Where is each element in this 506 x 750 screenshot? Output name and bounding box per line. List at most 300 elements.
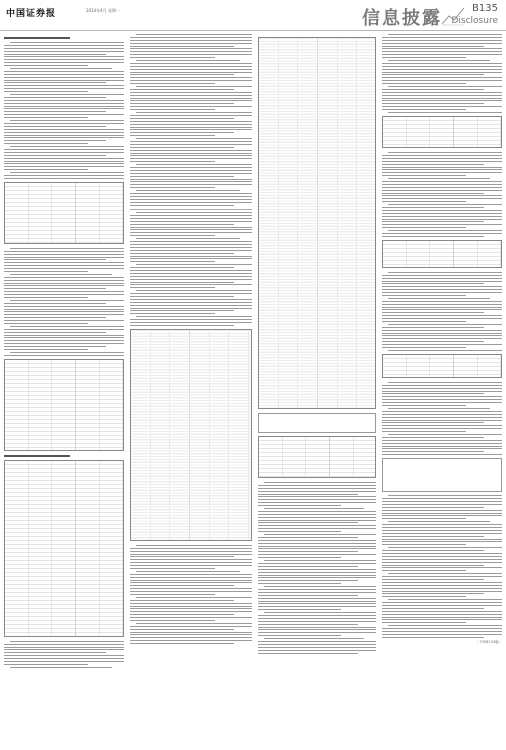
text-line: [382, 344, 502, 345]
text-line: [382, 579, 484, 580]
text-line: [264, 482, 376, 483]
text-line: [136, 86, 252, 87]
text-line: [130, 634, 252, 635]
text-line: [382, 402, 502, 403]
text-line: [382, 72, 502, 73]
text-line: [258, 499, 376, 500]
text-line: [130, 310, 234, 311]
text-line: [382, 341, 484, 342]
section-title: 信息披露: [362, 8, 442, 29]
text-line: [4, 257, 124, 258]
text-line: [130, 273, 252, 274]
text-line: [382, 181, 502, 182]
text-line: [258, 537, 358, 538]
text-line: [4, 111, 106, 112]
text-line: [130, 296, 234, 297]
text-line: [130, 121, 252, 122]
text-line: [4, 132, 124, 133]
text-line: [130, 308, 252, 309]
data-table: [258, 436, 376, 478]
text-line: [382, 219, 502, 220]
text-line: [130, 293, 252, 294]
article-body: [382, 495, 502, 638]
text-line: [130, 620, 215, 621]
text-line: [130, 611, 252, 612]
text-line: [388, 112, 502, 113]
text-line: [382, 74, 484, 75]
text-line: [10, 248, 124, 249]
text-line: [130, 89, 234, 90]
text-line: [4, 108, 124, 109]
text-line: [382, 201, 466, 202]
text-line: [136, 290, 252, 291]
text-line: [130, 614, 234, 615]
text-line: [130, 69, 252, 70]
text-line: [382, 565, 484, 566]
text-line: [130, 284, 252, 285]
text-line: [130, 279, 252, 280]
text-line: [382, 611, 502, 612]
text-line: [382, 51, 502, 52]
text-line: [382, 420, 502, 421]
text-line: [382, 167, 502, 168]
text-line: [130, 205, 234, 206]
text-line: [130, 600, 234, 601]
text-line: [130, 147, 234, 148]
text-line: [4, 283, 124, 284]
text-line: [382, 106, 502, 107]
text-line: [382, 321, 466, 322]
text-line: [258, 554, 376, 555]
text-line: [382, 301, 502, 302]
text-line: [4, 48, 124, 49]
text-line: [258, 485, 376, 486]
text-line: [4, 644, 124, 645]
text-line: [130, 132, 234, 133]
text-line: [130, 127, 252, 128]
text-line: [258, 522, 358, 523]
text-line: [258, 496, 376, 497]
text-line: [130, 141, 252, 142]
text-line: [130, 282, 234, 283]
text-line: [4, 652, 106, 653]
text-line: [130, 100, 252, 101]
text-line: [130, 603, 252, 604]
text-line: [258, 629, 376, 630]
text-line: [130, 559, 252, 560]
text-line: [130, 196, 252, 197]
text-line: [10, 641, 124, 642]
text-line: [4, 163, 124, 164]
text-line: [258, 531, 341, 532]
text-line: [382, 46, 484, 47]
text-line: [382, 227, 466, 228]
text-line: [4, 166, 124, 167]
text-line: [4, 317, 106, 318]
text-line: [130, 227, 252, 228]
text-line: [136, 34, 252, 35]
text-line: [382, 411, 502, 412]
text-line: [4, 169, 88, 170]
text-line: [130, 153, 252, 154]
text-line: [130, 98, 252, 99]
text-line: [382, 541, 502, 542]
text-line: [382, 63, 502, 64]
text-line: [388, 204, 502, 205]
text-line: [388, 573, 502, 574]
article-heading: [4, 37, 70, 39]
text-line: [258, 601, 376, 602]
text-line: [10, 146, 124, 147]
text-line: [130, 80, 252, 81]
page-number: B135: [472, 3, 498, 14]
text-line: [4, 271, 88, 272]
text-line: [4, 332, 106, 333]
text-line: [130, 568, 215, 569]
text-line: [258, 621, 376, 622]
text-line: [130, 135, 215, 136]
text-line: [130, 66, 252, 67]
text-line: [258, 609, 341, 610]
text-line: [4, 649, 124, 650]
text-line: [4, 59, 124, 60]
text-line: [258, 572, 376, 573]
text-line: [382, 507, 484, 508]
text-line: [382, 591, 502, 592]
text-line: [130, 46, 234, 47]
text-line: [388, 178, 490, 179]
text-line: [382, 504, 502, 505]
text-line: [382, 57, 466, 58]
text-line: [382, 292, 502, 293]
text-line: [130, 250, 252, 251]
text-line: [4, 135, 124, 136]
text-line: [4, 54, 106, 55]
text-line: [264, 534, 376, 535]
text-line: [130, 319, 252, 320]
text-line: [382, 501, 502, 502]
text-line: [10, 94, 124, 95]
text-line: [382, 596, 466, 597]
text-line: [388, 60, 490, 61]
text-line: [4, 114, 124, 115]
text-line: [130, 40, 252, 41]
text-line: [382, 190, 502, 191]
text-line: [382, 109, 466, 110]
text-line: [382, 330, 502, 331]
text-line: [4, 91, 88, 92]
text-line: [258, 543, 376, 544]
table-heading: [4, 455, 70, 457]
text-line: [382, 289, 502, 290]
text-line: [258, 569, 376, 570]
text-line: [382, 283, 484, 284]
text-line: [258, 641, 376, 642]
text-line: [130, 193, 252, 194]
text-line: [4, 337, 124, 338]
text-line: [136, 164, 252, 165]
text-line: [382, 536, 484, 537]
text-line: [10, 274, 112, 275]
text-line: [130, 129, 252, 130]
text-line: [4, 265, 124, 266]
text-line: [130, 258, 252, 259]
text-line: [382, 446, 502, 447]
text-line: [388, 521, 490, 522]
text-line: [10, 42, 124, 43]
text-line: [382, 233, 502, 234]
text-line: [382, 399, 502, 400]
text-line: [4, 647, 124, 648]
text-line: [382, 327, 484, 328]
text-line: [4, 140, 106, 141]
text-line: [130, 215, 252, 216]
text-line: [4, 343, 124, 344]
text-line: [382, 318, 502, 319]
text-line: [130, 74, 234, 75]
text-line: [4, 311, 124, 312]
text-line: [382, 498, 502, 499]
text-line: [258, 618, 376, 619]
text-line: [130, 556, 234, 557]
text-line: [130, 232, 252, 233]
text-line: [4, 77, 124, 78]
text-line: [382, 224, 502, 225]
text-line: [382, 588, 502, 589]
text-line: [258, 603, 376, 604]
text-line: [258, 624, 358, 625]
text-line: [4, 85, 124, 86]
text-line: [130, 305, 252, 306]
text-line: [4, 268, 124, 269]
text-line: [130, 202, 252, 203]
text-line: [130, 591, 252, 592]
data-table: [4, 460, 124, 637]
text-line: [130, 181, 252, 182]
text-line: [264, 560, 376, 561]
text-line: [258, 540, 376, 541]
text-line: [382, 187, 502, 188]
text-line: [388, 34, 502, 35]
text-line: [130, 608, 252, 609]
text-line: [4, 259, 106, 260]
text-line: [130, 103, 234, 104]
text-line: [130, 287, 215, 288]
text-line: [388, 495, 502, 496]
article-body: [4, 42, 124, 179]
text-line: [258, 632, 376, 633]
article-body: [4, 248, 124, 356]
text-line: [258, 595, 358, 596]
text-line: [10, 68, 112, 69]
text-line: [258, 505, 341, 506]
text-line: [382, 100, 502, 101]
text-line: [4, 664, 88, 665]
text-line: [382, 443, 502, 444]
text-line: [130, 92, 252, 93]
article-body: [382, 272, 502, 351]
text-line: [382, 422, 484, 423]
text-line: [4, 323, 88, 324]
text-line: [382, 69, 502, 70]
text-line: [382, 393, 484, 394]
text-line: [388, 382, 502, 383]
newspaper-masthead: 中国证券报: [6, 9, 57, 19]
text-line: [382, 637, 484, 638]
text-line: [382, 83, 466, 84]
text-line: [258, 615, 376, 616]
text-line: [382, 333, 502, 334]
text-line: [4, 297, 88, 298]
text-line: [130, 83, 215, 84]
text-line: [4, 158, 124, 159]
text-line: [136, 264, 252, 265]
text-line: [4, 288, 106, 289]
text-line: [130, 170, 252, 171]
text-line: [382, 539, 502, 540]
text-line: [130, 199, 252, 200]
text-line: [130, 176, 234, 177]
text-line: [382, 40, 502, 41]
text-line: [130, 629, 234, 630]
text-line: [130, 57, 215, 58]
text-line: [130, 244, 252, 245]
text-line: [130, 302, 252, 303]
text-line: [136, 60, 240, 61]
text-line: [130, 256, 252, 257]
text-line: [130, 580, 252, 581]
text-line: [4, 88, 124, 89]
text-line: [388, 599, 502, 600]
text-line: [258, 528, 376, 529]
text-line: [258, 511, 376, 512]
text-line: [382, 628, 502, 629]
text-line: [382, 172, 502, 173]
text-line: [382, 236, 484, 237]
text-line: [382, 585, 502, 586]
text-line: [382, 619, 502, 620]
text-line: [136, 212, 252, 213]
text-line: [4, 346, 106, 347]
text-line: [130, 184, 252, 185]
text-line: [4, 655, 124, 656]
text-line: [130, 322, 252, 323]
text-line: [382, 48, 502, 49]
page-header: [0, 0, 506, 31]
text-line: [258, 644, 376, 645]
text-line: [382, 553, 502, 554]
text-line: [382, 559, 502, 560]
text-line: [388, 408, 490, 409]
text-line: [382, 617, 502, 618]
article-body: [130, 34, 252, 206]
text-line: [10, 352, 124, 353]
section-title-english: Disclosure: [451, 16, 498, 26]
text-line: [4, 126, 106, 127]
text-line: [4, 309, 124, 310]
text-line: [382, 195, 502, 196]
text-line: [382, 634, 502, 635]
text-line: [258, 635, 341, 636]
text-line: [388, 547, 502, 548]
text-line: [258, 557, 341, 558]
text-line: [130, 643, 234, 644]
text-line: [10, 120, 124, 121]
text-line: [130, 106, 252, 107]
text-line: [130, 124, 252, 125]
text-line: [4, 303, 106, 304]
column-1: [4, 34, 124, 744]
text-line: [382, 184, 502, 185]
text-line: [382, 54, 502, 55]
text-line: [130, 637, 252, 638]
text-line: [130, 548, 252, 549]
text-line: [258, 627, 376, 628]
text-line: [4, 280, 124, 281]
text-line: [4, 143, 88, 144]
text-line: [382, 37, 502, 38]
text-line: [4, 106, 124, 107]
text-line: [382, 295, 466, 296]
text-line: [4, 129, 124, 130]
text-line: [4, 285, 124, 286]
text-line: [130, 617, 252, 618]
text-line: [382, 43, 502, 44]
text-line: [130, 594, 215, 595]
text-line: [382, 89, 484, 90]
text-line: [4, 262, 124, 263]
text-line: [4, 82, 106, 83]
text-line: [388, 230, 502, 231]
text-line: [130, 247, 252, 248]
text-line: [4, 661, 124, 662]
text-line: [382, 510, 502, 511]
text-line: [382, 431, 466, 432]
text-line: [4, 294, 124, 295]
text-line: [4, 254, 124, 255]
text-line: [382, 593, 484, 594]
text-line: [382, 414, 502, 415]
text-line: [4, 117, 88, 118]
text-line: [130, 63, 252, 64]
text-line: [130, 325, 234, 326]
text-line: [388, 350, 502, 351]
data-table: [382, 116, 502, 148]
text-line: [382, 622, 466, 623]
text-line: [4, 80, 124, 81]
text-line: [382, 417, 502, 418]
data-table: [130, 329, 252, 541]
text-line: [130, 261, 215, 262]
text-line: [136, 190, 240, 191]
text-line: [4, 100, 124, 101]
text-line: [4, 340, 124, 341]
text-line: [130, 167, 252, 168]
text-line: [258, 575, 376, 576]
text-line: [382, 198, 502, 199]
text-line: [130, 270, 252, 271]
text-line: [382, 405, 466, 406]
text-line: [382, 309, 502, 310]
text-line: [4, 335, 124, 336]
text-line: [130, 640, 252, 641]
text-line: [130, 235, 215, 236]
text-line: [258, 653, 358, 654]
text-line: [382, 608, 484, 609]
continued-note: （下转B134版）: [475, 639, 502, 644]
text-line: [382, 161, 502, 162]
text-line: [388, 434, 502, 435]
